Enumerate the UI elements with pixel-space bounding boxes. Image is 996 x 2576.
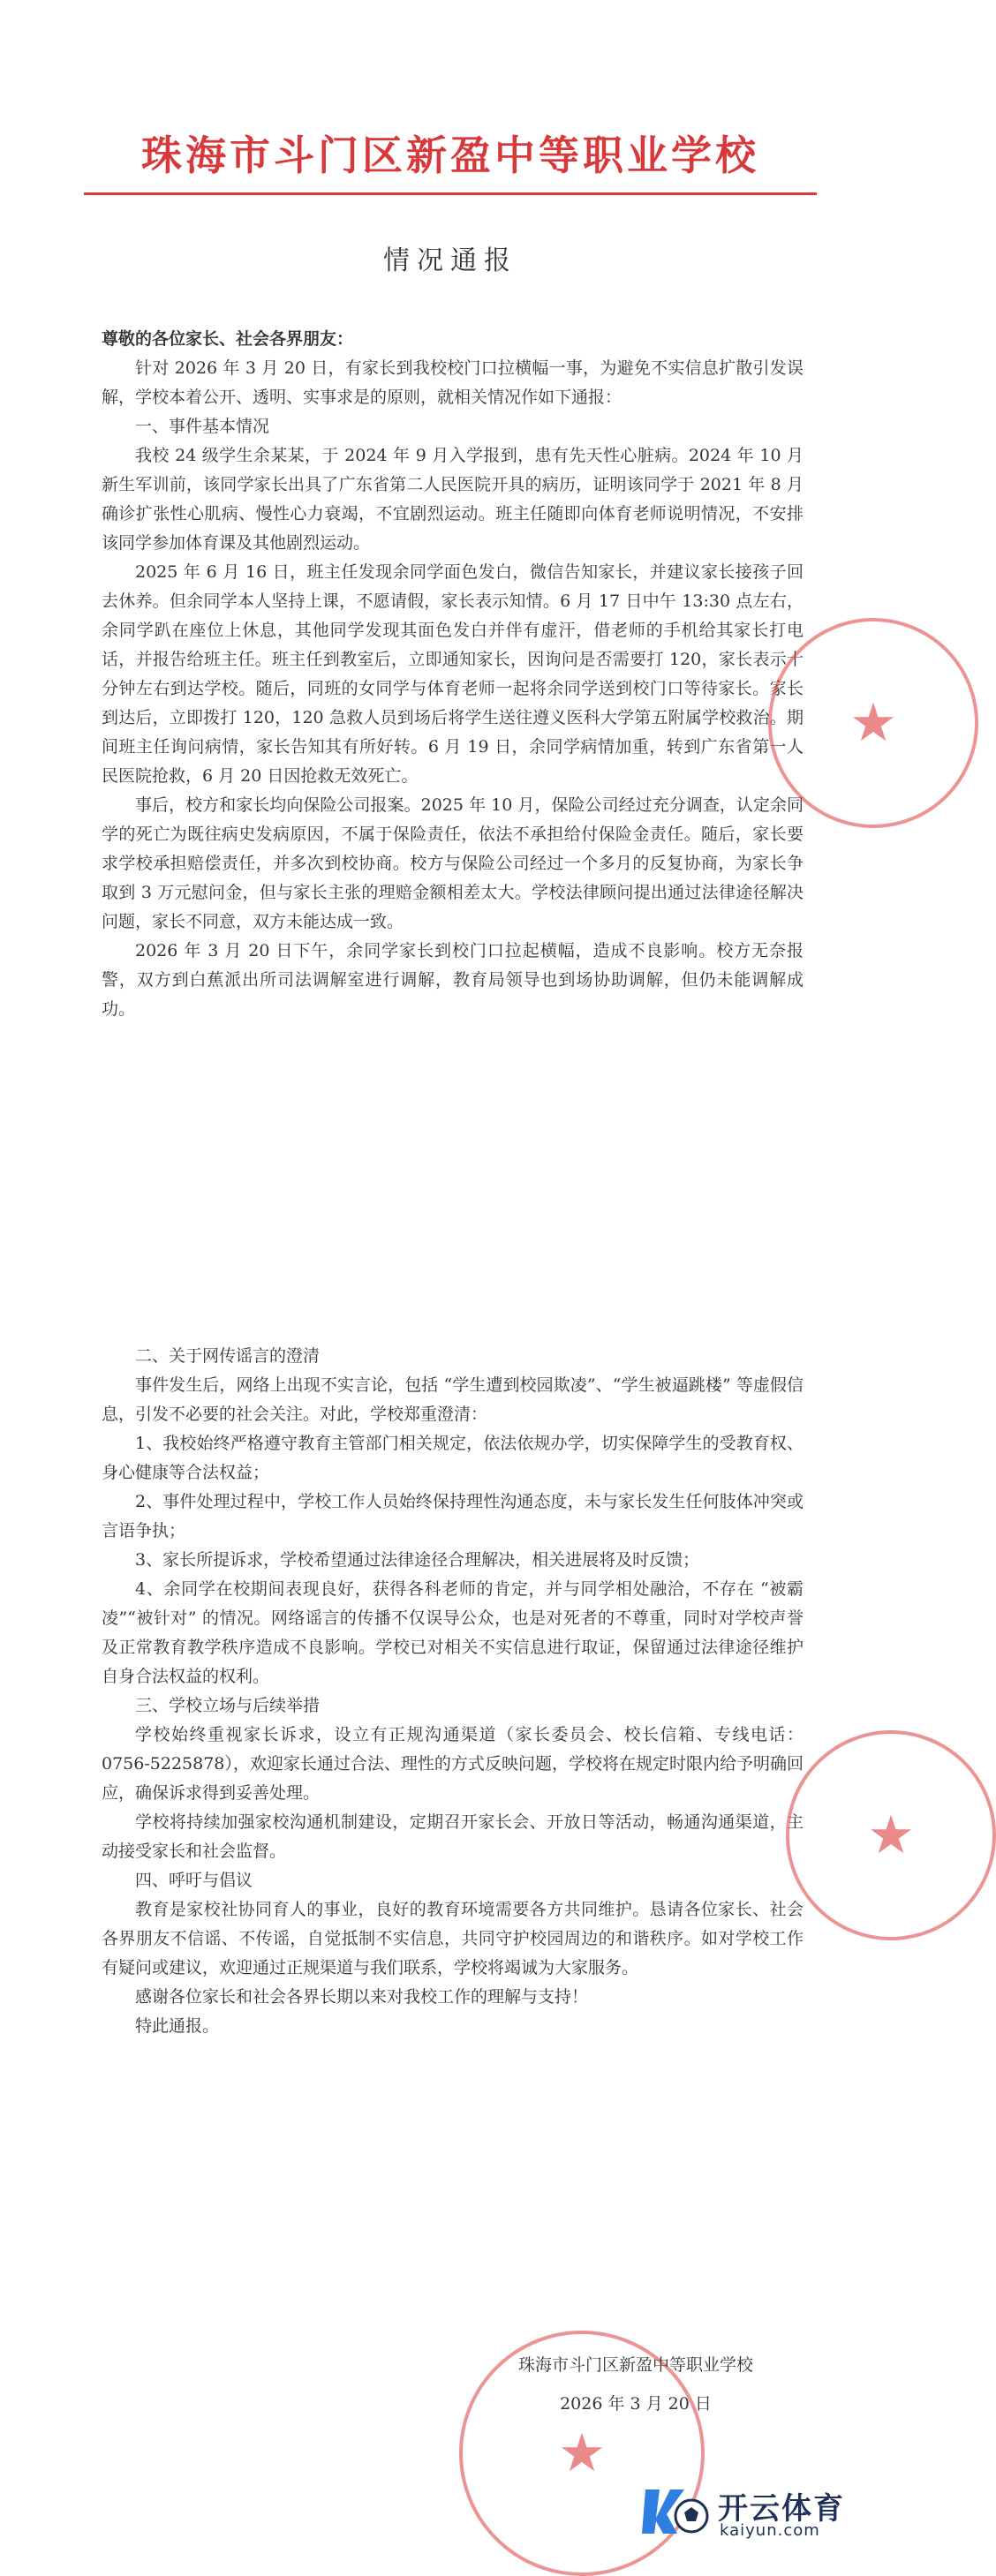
- section1-paragraph: 事后，校方和家长均向保险公司报案。2025 年 10 月，保险公司经过充分调查，认定余同学的死亡为既往病史发病原因，不属于保险责任，依法不承担给付保险金责任。随后，家长要求学校承担赔偿责任，并多次到校协商。校方与保险公司经过一个多月的反复协商，为家长争取到 3 万元慰问金，但与家长主张的理赔金额相差太大。学校法律顾问提出通过法律途径解决问题，家长不同意，双方未能达成一致。: [102, 795, 804, 931]
- header-red-rule: [84, 192, 817, 195]
- watermark-logo: [640, 2479, 896, 2546]
- section4-heading: 四、呼吁与倡议: [135, 1871, 253, 1890]
- section1-heading: 一、事件基本情况: [135, 417, 270, 436]
- section4-paragraph: 感谢各位家长和社会各界长期以来对我校工作的理解与支持！: [135, 1987, 589, 2007]
- salutation: 尊敬的各位家长、社会各界朋友：: [102, 329, 354, 349]
- k-ball-logo-icon: [640, 2482, 711, 2541]
- official-seal-icon: ★: [768, 618, 978, 828]
- notice-body-part2: [102, 1342, 804, 2041]
- section4-paragraph: 教育是家校社协同育人的事业，良好的教育环境需要各方共同维护。恳请各位家长、社会各界朋友不信谣、不传谣，自觉抵制不实信息，共同守护校园周边的和谐秩序。如对学校工作有疑问或建议，欢迎通过正规渠道与我们联系，学校将竭诚为大家服务。: [102, 1900, 804, 1977]
- section1-paragraph: 2026 年 3 月 20 日下午，余同学家长到校门口拉起横幅，造成不良影响。校方无奈报警，双方到白蕉派出所司法调解室进行调解，教育局领导也到场协助调解，但仍未能调解成功。: [102, 941, 804, 1019]
- intro-paragraph: 针对 2026 年 3 月 20 日，有家长到我校校门口拉横幅一事，为避免不实信息扩散引发误解，学校本着公开、透明、实事求是的原则，就相关情况作如下通报：: [102, 358, 804, 407]
- section2-paragraph: 1、我校始终严格遵守教育主管部门相关规定，依法依规办学，切实保障学生的受教育权、身心健康等合法权益；: [102, 1434, 804, 1482]
- section2-paragraph: 4、余同学在校期间表现良好，获得各科老师的肯定，并与同学相处融洽，不存在 “被霸凌”“被针对” 的情况。网络谣言的传播不仅误导公众，也是对死者的不尊重，同时对学校声誉及正常教育教学秩序造成不良影响。学校已对相关不实信息进行取证，保留通过法律途径维护自身合法权益的权利。: [102, 1579, 804, 1686]
- section2-heading: 二、关于网传谣言的澄清: [135, 1346, 321, 1366]
- document-title: 情况通报: [383, 245, 517, 276]
- section2-paragraph: 2、事件处理过程中，学校工作人员始终保持理性沟通态度，未与家长发生任何肢体冲突或言语争执；: [102, 1492, 804, 1540]
- section1-paragraph: 我校 24 级学生余某某，于 2024 年 9 月入学报到，患有先天性心脏病。2024 年 10 月新生军训前，该同学家长出具了广东省第二人民医院开具的病历，证明该同学于 2021 年 8 月确诊扩张性心肌病、慢性心力衰竭，不宜剧烈运动。班主任随即向体育老师说明情况，不安排该同学参加体育课及其他剧烈运动。: [102, 446, 804, 553]
- signoff-date: 2026 年 3 月 20 日: [560, 2394, 712, 2414]
- watermark-brand: 开云体育: [718, 2491, 845, 2527]
- section3-paragraph: 学校将持续加强家校沟通机制建设，定期召开家长会、开放日等活动，畅通沟通渠道，主动接受家长和社会监督。: [102, 1812, 804, 1861]
- section3-heading: 三、学校立场与后续举措: [135, 1696, 321, 1715]
- section2-paragraph: 事件发生后，网络上出现不实言论，包括 “学生遭到校园欺凌”、“学生被逼跳楼” 等虚假信息，引发不必要的社会关注。对此，学校郑重澄清：: [102, 1375, 804, 1424]
- section2-paragraph: 3、家长所提诉求，学校希望通过法律途径合理解决，相关进展将及时反馈；: [135, 1550, 700, 1570]
- section4-paragraph: 特此通报。: [135, 2016, 220, 2036]
- section1-paragraph: 2025 年 6 月 16 日，班主任发现余同学面色发白，微信告知家长，并建议家长接孩子回去休养。但余同学本人坚持上课，不愿请假，家长表示知情。6 月 17 日中午 13:30 点左右，余同学趴在座位上休息，其他同学发现其面色发白并伴有虚汗，借老师的手机给其家长打电话，并报告给班主任。班主任到教室后，立即通知家长，因询问是否需要打 120，家长表示十分钟左右到达学校。随后，同班的女同学与体育老师一起将余同学送到校门口等待家长。家长到达后，立即拨打 120，120 急救人员到场后将学生送往遵义医科大学第五附属学校救治。期间班主任询问病情，家长告知其有所好转。6 月 19 日，余同学病情加重，转到广东省第一人民医院抢救，6 月 20 日因抢救无效死亡。: [102, 562, 804, 786]
- watermark-domain: kaiyun.com: [720, 2521, 820, 2540]
- official-seal-icon: ★: [459, 2331, 705, 2576]
- official-seal-icon: ★: [786, 1730, 996, 1940]
- school-name-header: 珠海市斗门区新盈中等职业学校: [141, 132, 759, 179]
- section3-paragraph: 学校始终重视家长诉求，设立有正规沟通渠道（家长委员会、校长信箱、专线电话：0756-5225878），欢迎家长通过合法、理性的方式反映问题，学校将在规定时限内给予明确回应，确保诉求得到妥善处理。: [102, 1725, 804, 1803]
- signoff-school: 珠海市斗门区新盈中等职业学校: [517, 2355, 753, 2375]
- notice-body-part1: [102, 325, 804, 1024]
